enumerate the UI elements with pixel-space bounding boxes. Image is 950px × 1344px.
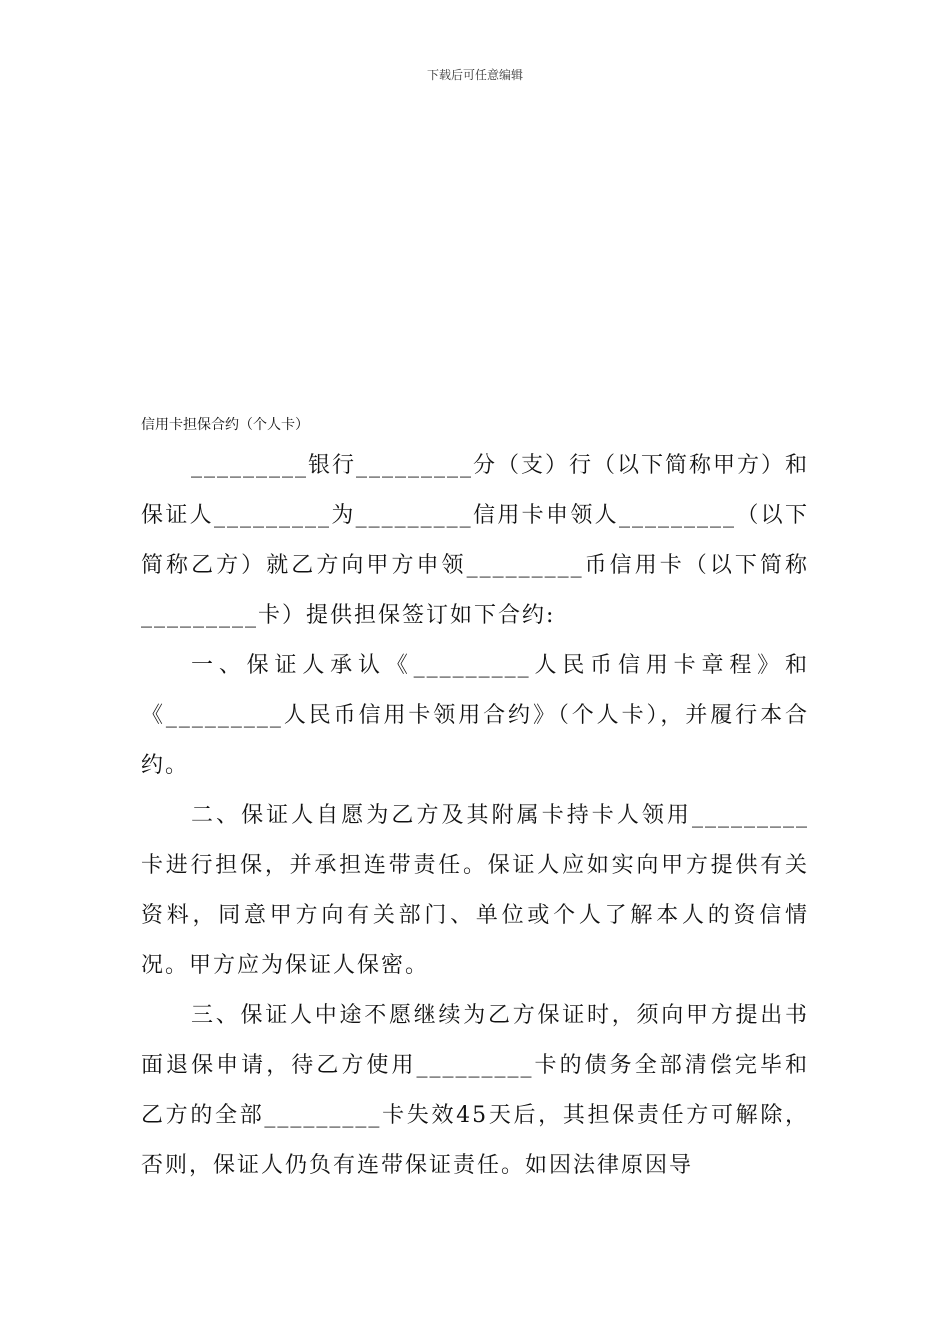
paragraph-clause-3: 三、保证人中途不愿继续为乙方保证时，须向甲方提出书面退保申请，待乙方使用_________卡的债务全部清偿完毕和乙方的全部_________卡失效45天后，其担保责任方可解除，否则，保证人仍负有连带保证责任。如因法律原因导 — [141, 1003, 809, 1178]
document-body — [141, 441, 809, 1191]
document-title: 信用卡担保合约（个人卡） — [141, 417, 309, 433]
paragraph-intro: _________银行_________分（支）行（以下简称甲方）和保证人_________为_________信用卡申领人_________（以下简称乙方）就乙方向甲方申领_________币信用卡（以下简称_________卡）提供担保签订如下合约: — [141, 453, 810, 628]
paragraph-clause-2: 二、保证人自愿为乙方及其附属卡持卡人领用_________卡进行担保，并承担连带责任。保证人应如实向甲方提供有关资料，同意甲方向有关部门、单位或个人了解本人的资信情况。甲方应为保证人保密。 — [141, 803, 809, 978]
page-header-note: 下载后可任意编辑 — [426, 68, 523, 82]
paragraph-clause-1: 一、保证人承认《_________人民币信用卡章程》和《_________人民币信用卡领用合约》（个人卡），并履行本合约。 — [141, 653, 809, 778]
